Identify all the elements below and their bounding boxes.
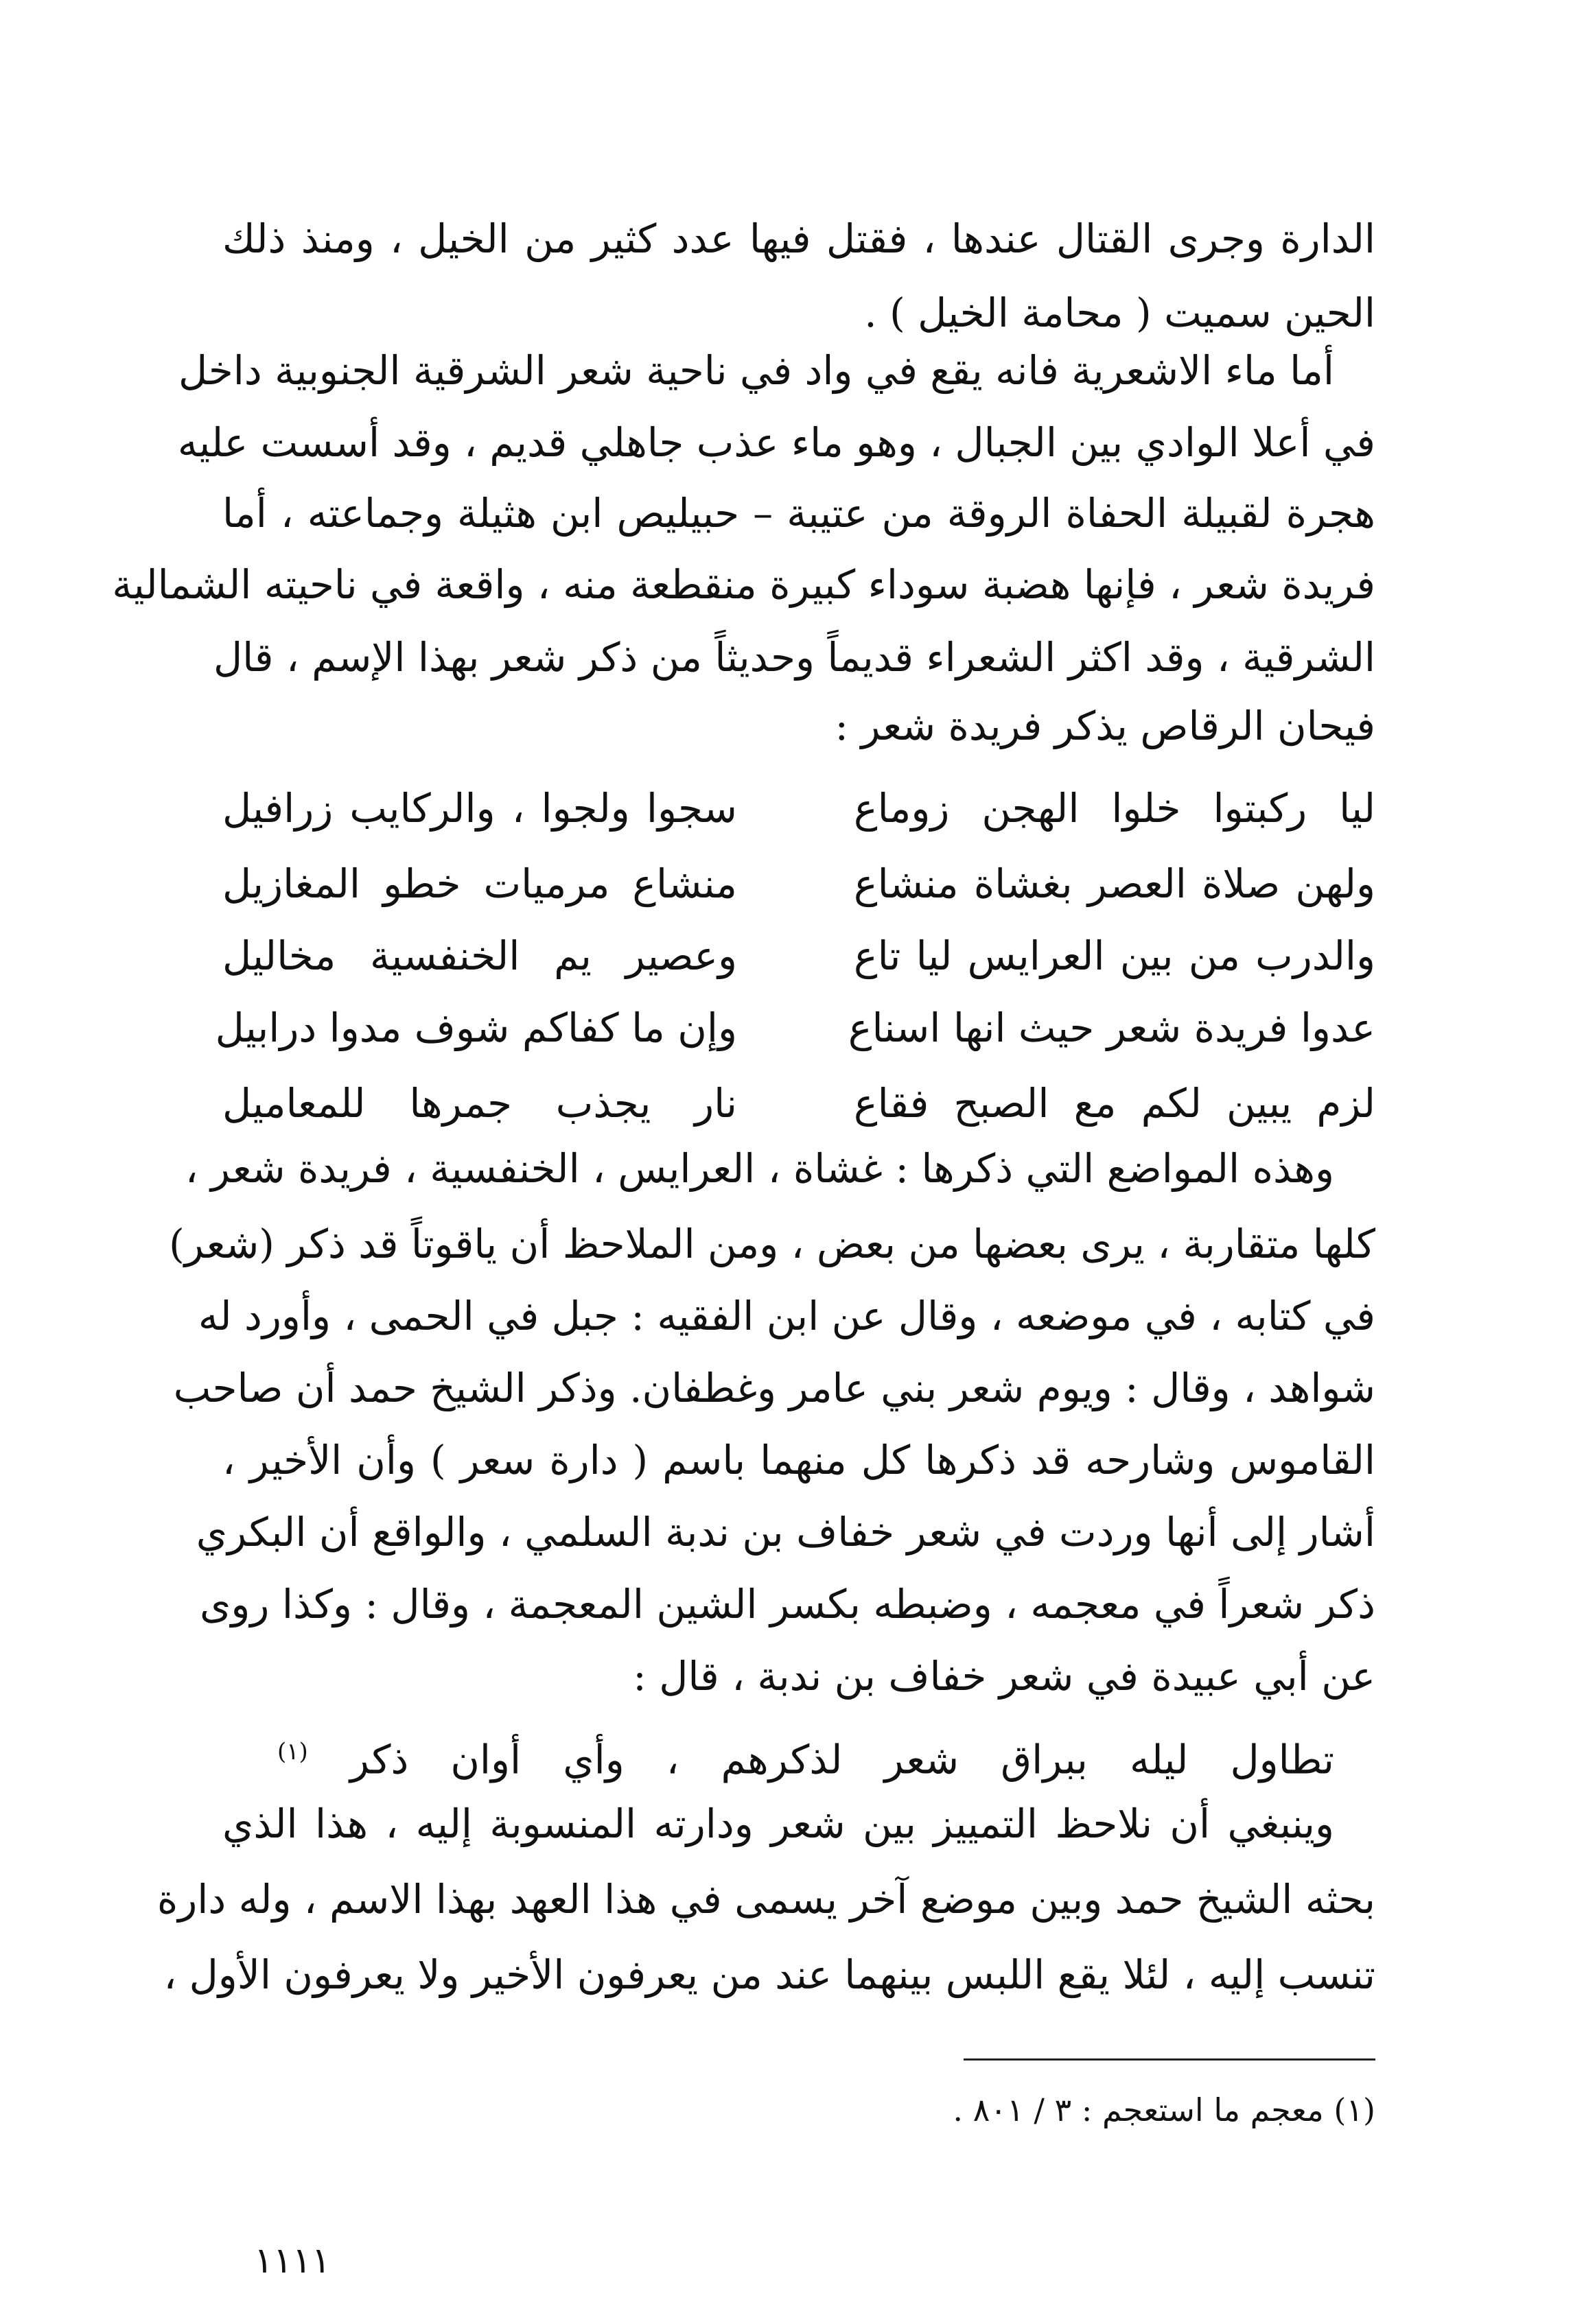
poem-hemistich-left: نار يجذب جمرها للمعاميل	[222, 1080, 737, 1127]
poem-hemistich-right: عدوا فريدة شعر حيث انها اسناع	[848, 1005, 1375, 1051]
text-line: تنسب إليه ، لئلا يقع اللبس بينهما عند من يعرفون الأخير ولا يعرفون الأول ،	[163, 1951, 1375, 1998]
page-number: ١١١١	[254, 2240, 331, 2281]
poem-hemistich-right: لزم يبين لكم مع الصبح فقاع	[854, 1080, 1375, 1127]
footnote-separator	[964, 2058, 1375, 2061]
text-line: الحين سميت ( محامة الخيل ) .	[864, 290, 1375, 336]
footnote: (١) معجم ما استعجم : ٣ / ٨٠١ .	[953, 2091, 1375, 2128]
poem-hemistich-right: ولهن صلاة العصر بغشاة منشاع	[854, 860, 1375, 907]
text-line: هجرة لقبيلة الحفاة الروقة من عتيبة – حبيليص ابن هثيلة وجماعته ، أما	[222, 490, 1375, 537]
poem-hemistich-left: منشاع مرميات خطو المغازيل	[222, 860, 737, 907]
poem-verse	[277, 1719, 1334, 1792]
text-line: ذكر شعراً في معجمه ، وضبطه بكسر الشين المعجمة ، وقال : وكذا روى	[199, 1581, 1375, 1628]
text-line: أما ماء الاشعرية فانه يقع في واد في ناحية شعر الشرقية الجنوبية داخل	[178, 347, 1334, 394]
text-line: فريدة شعر ، فإنها هضبة سوداء كبيرة منقطعة منه ، واقعة في ناحيته الشمالية	[112, 561, 1375, 608]
footnote-marker: (١)	[277, 1738, 308, 1765]
poem-verse-text: تطاول ليله ببراق شعر لذكرهم ، وأي أوان ذكر	[349, 1736, 1334, 1783]
poem-hemistich-right: والدرب من بين العرايس ليا تاع	[854, 932, 1375, 979]
text-line: في كتابه ، في موضعه ، وقال عن ابن الفقيه : جبل في الحمى ، وأورد له	[198, 1293, 1375, 1339]
poem-hemistich-left: سجوا ولجوا ، والركايب زرافيل	[222, 785, 737, 832]
poem-hemistich-left: وعصير يم الخنفسية مخاليل	[222, 932, 737, 979]
text-line: فيحان الرقاص يذكر فريدة شعر :	[835, 703, 1375, 749]
text-line: القاموس وشارحه قد ذكرها كل منهما باسم ( دارة سعر ) وأن الأخير ،	[222, 1437, 1375, 1483]
text-line: الدارة وجرى القتال عندها ، فقتل فيها عدد كثير من الخيل ، ومنذ ذلك	[222, 215, 1375, 262]
text-line: شواهد ، وقال : ويوم شعر بني عامر وغطفان. وذكر الشيخ حمد أن صاحب	[173, 1365, 1375, 1411]
poem-hemistich-left: وإن ما كفاكم شوف مدوا درابيل	[215, 1005, 737, 1051]
text-line: وينبغي أن نلاحظ التمييز بين شعر ودارته المنسوبة إليه ، هذا الذي	[222, 1800, 1334, 1847]
text-line: عن أبي عبيدة في شعر خفاف بن ندبة ، قال :	[633, 1653, 1375, 1700]
text-line: الشرقية ، وقد اكثر الشعراء قديماً وحديثاً من ذكر شعر بهذا الإسم ، قال	[213, 634, 1375, 681]
poem-hemistich-right: ليا ركبتوا خلوا الهجن زوماع	[854, 785, 1375, 832]
text-line: أشار إلى أنها وردت في شعر خفاف بن ندبة السلمي ، والواقع أن البكري	[196, 1509, 1375, 1556]
text-line: في أعلا الوادي بين الجبال ، وهو ماء عذب جاهلي قديم ، وقد أسست عليه	[177, 419, 1375, 466]
text-line: وهذه المواضع التي ذكرها : غشاة ، العرايس ، الخنفسية ، فريدة شعر ،	[185, 1145, 1334, 1192]
text-line: كلها متقاربة ، يرى بعضها من بعض ، ومن الملاحظ أن ياقوتاً قد ذكر (شعر)	[169, 1221, 1375, 1267]
text-line: بحثه الشيخ حمد وبين موضع آخر يسمى في هذا العهد بهذا الاسم ، وله دارة	[156, 1876, 1375, 1923]
